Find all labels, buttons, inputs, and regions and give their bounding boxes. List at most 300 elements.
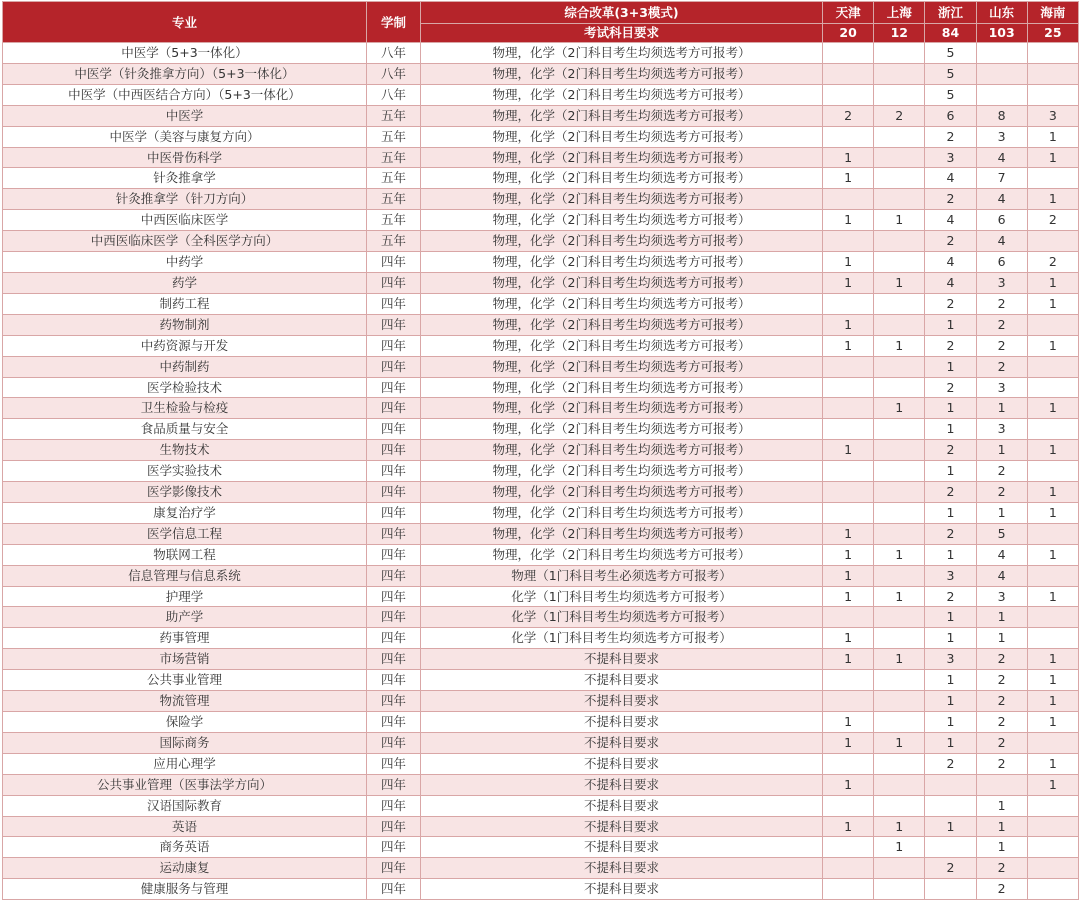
shandong-count: 8 — [976, 105, 1027, 126]
hainan-count: 2 — [1027, 252, 1078, 273]
major-cell: 商务英语 — [3, 837, 367, 858]
major-cell: 药事管理 — [3, 628, 367, 649]
shandong-count: 1 — [976, 502, 1027, 523]
header-province-tianjin: 天津 — [823, 2, 874, 24]
shanghai-count — [874, 147, 925, 168]
shanghai-count — [874, 712, 925, 733]
requirement-cell: 物理，化学（2门科目考生均须选考方可报考） — [421, 43, 823, 64]
table-row — [3, 482, 1079, 503]
shandong-count: 2 — [976, 335, 1027, 356]
tianjin-count — [823, 126, 874, 147]
table-row — [3, 63, 1079, 84]
zhejiang-count: 1 — [925, 544, 976, 565]
table-row — [3, 314, 1079, 335]
shandong-count: 4 — [976, 147, 1027, 168]
zhejiang-count: 2 — [925, 753, 976, 774]
tianjin-count — [823, 43, 874, 64]
major-cell: 市场营销 — [3, 649, 367, 670]
table-row — [3, 502, 1079, 523]
major-cell: 中药资源与开发 — [3, 335, 367, 356]
years-cell: 四年 — [367, 628, 421, 649]
zhejiang-count — [925, 795, 976, 816]
hainan-count: 1 — [1027, 712, 1078, 733]
zhejiang-count: 6 — [925, 105, 976, 126]
tianjin-count: 1 — [823, 168, 874, 189]
shanghai-count — [874, 607, 925, 628]
shandong-count: 3 — [976, 377, 1027, 398]
shandong-count: 1 — [976, 795, 1027, 816]
tianjin-count: 1 — [823, 732, 874, 753]
tianjin-count: 1 — [823, 252, 874, 273]
shandong-count: 2 — [976, 858, 1027, 879]
table-row — [3, 816, 1079, 837]
zhejiang-count: 1 — [925, 461, 976, 482]
shandong-count: 4 — [976, 231, 1027, 252]
table-row — [3, 837, 1079, 858]
shanghai-count — [874, 440, 925, 461]
table-row — [3, 753, 1079, 774]
major-cell: 中医学（中西医结合方向）（5+3一体化） — [3, 84, 367, 105]
major-cell: 医学实验技术 — [3, 461, 367, 482]
table-row — [3, 105, 1079, 126]
shandong-count: 4 — [976, 544, 1027, 565]
zhejiang-count: 3 — [925, 147, 976, 168]
years-cell: 四年 — [367, 649, 421, 670]
tianjin-count — [823, 356, 874, 377]
hainan-count — [1027, 356, 1078, 377]
shandong-count: 3 — [976, 272, 1027, 293]
years-cell: 四年 — [367, 523, 421, 544]
years-cell: 四年 — [367, 272, 421, 293]
zhejiang-count: 1 — [925, 691, 976, 712]
hainan-count: 3 — [1027, 105, 1078, 126]
tianjin-count: 1 — [823, 210, 874, 231]
shanghai-count — [874, 795, 925, 816]
shandong-count: 1 — [976, 398, 1027, 419]
shanghai-count — [874, 753, 925, 774]
zhejiang-count: 2 — [925, 335, 976, 356]
hainan-count — [1027, 461, 1078, 482]
years-cell: 四年 — [367, 440, 421, 461]
tianjin-count: 1 — [823, 523, 874, 544]
years-cell: 四年 — [367, 712, 421, 733]
shanghai-count: 1 — [874, 398, 925, 419]
shandong-count: 2 — [976, 314, 1027, 335]
table-row — [3, 419, 1079, 440]
hainan-count — [1027, 84, 1078, 105]
table-row — [3, 377, 1079, 398]
years-cell: 四年 — [367, 691, 421, 712]
requirement-cell: 物理，化学（2门科目考生均须选考方可报考） — [421, 335, 823, 356]
header-major: 专业 — [3, 2, 367, 43]
shanghai-count: 1 — [874, 816, 925, 837]
shandong-count: 3 — [976, 419, 1027, 440]
shanghai-count — [874, 377, 925, 398]
hainan-count: 1 — [1027, 189, 1078, 210]
shanghai-count: 1 — [874, 544, 925, 565]
table-row — [3, 126, 1079, 147]
major-cell: 针灸推拿学 — [3, 168, 367, 189]
shanghai-count: 1 — [874, 732, 925, 753]
hainan-count — [1027, 879, 1078, 900]
shandong-count — [976, 84, 1027, 105]
requirement-cell: 化学（1门科目考生均须选考方可报考） — [421, 586, 823, 607]
header-total-shanghai: 12 — [874, 24, 925, 43]
zhejiang-count: 1 — [925, 314, 976, 335]
table-row — [3, 356, 1079, 377]
requirement-cell: 物理，化学（2门科目考生均须选考方可报考） — [421, 502, 823, 523]
hainan-count: 1 — [1027, 774, 1078, 795]
hainan-count: 1 — [1027, 670, 1078, 691]
years-cell: 四年 — [367, 544, 421, 565]
table-row — [3, 670, 1079, 691]
shanghai-count — [874, 84, 925, 105]
years-cell: 四年 — [367, 607, 421, 628]
hainan-count — [1027, 231, 1078, 252]
major-cell: 制药工程 — [3, 293, 367, 314]
requirement-cell: 物理，化学（2门科目考生均须选考方可报考） — [421, 482, 823, 503]
table-row — [3, 795, 1079, 816]
header-requirement: 考试科目要求 — [421, 24, 823, 43]
years-cell: 五年 — [367, 168, 421, 189]
shandong-count: 2 — [976, 753, 1027, 774]
tianjin-count — [823, 607, 874, 628]
hainan-count: 1 — [1027, 691, 1078, 712]
hainan-count — [1027, 607, 1078, 628]
shanghai-count — [874, 482, 925, 503]
hainan-count: 1 — [1027, 335, 1078, 356]
zhejiang-count: 1 — [925, 607, 976, 628]
table-row — [3, 628, 1079, 649]
shandong-count: 2 — [976, 879, 1027, 900]
major-cell: 物流管理 — [3, 691, 367, 712]
years-cell: 四年 — [367, 774, 421, 795]
header-total-tianjin: 20 — [823, 24, 874, 43]
requirement-cell: 化学（1门科目考生均须选考方可报考） — [421, 607, 823, 628]
requirement-cell: 物理，化学（2门科目考生均须选考方可报考） — [421, 231, 823, 252]
tianjin-count — [823, 63, 874, 84]
tianjin-count — [823, 670, 874, 691]
years-cell: 四年 — [367, 398, 421, 419]
shandong-count: 2 — [976, 670, 1027, 691]
shandong-count: 2 — [976, 293, 1027, 314]
zhejiang-count: 2 — [925, 231, 976, 252]
tianjin-count — [823, 753, 874, 774]
shanghai-count — [874, 774, 925, 795]
years-cell: 四年 — [367, 461, 421, 482]
shanghai-count — [874, 670, 925, 691]
table-row — [3, 649, 1079, 670]
table-row — [3, 43, 1079, 64]
table-header — [3, 2, 1079, 43]
requirement-cell: 物理，化学（2门科目考生均须选考方可报考） — [421, 168, 823, 189]
major-cell: 中西医临床医学（全科医学方向） — [3, 231, 367, 252]
table-row — [3, 189, 1079, 210]
zhejiang-count: 3 — [925, 565, 976, 586]
zhejiang-count: 4 — [925, 210, 976, 231]
major-cell: 中医骨伤科学 — [3, 147, 367, 168]
major-cell: 药物制剂 — [3, 314, 367, 335]
tianjin-count — [823, 293, 874, 314]
tianjin-count: 2 — [823, 105, 874, 126]
shandong-count: 6 — [976, 210, 1027, 231]
shanghai-count — [874, 168, 925, 189]
table-row — [3, 523, 1079, 544]
table-row — [3, 147, 1079, 168]
requirement-cell: 不提科目要求 — [421, 795, 823, 816]
tianjin-count — [823, 231, 874, 252]
major-cell: 应用心理学 — [3, 753, 367, 774]
shandong-count: 4 — [976, 189, 1027, 210]
major-cell: 针灸推拿学（针刀方向） — [3, 189, 367, 210]
requirement-cell: 物理，化学（2门科目考生均须选考方可报考） — [421, 126, 823, 147]
zhejiang-count: 4 — [925, 168, 976, 189]
shanghai-count — [874, 461, 925, 482]
years-cell: 四年 — [367, 482, 421, 503]
shanghai-count: 2 — [874, 105, 925, 126]
zhejiang-count — [925, 774, 976, 795]
years-cell: 四年 — [367, 377, 421, 398]
enrollment-table — [2, 1, 1079, 900]
hainan-count: 1 — [1027, 398, 1078, 419]
shanghai-count — [874, 419, 925, 440]
zhejiang-count: 2 — [925, 482, 976, 503]
major-cell: 医学检验技术 — [3, 377, 367, 398]
tianjin-count: 1 — [823, 649, 874, 670]
requirement-cell: 物理，化学（2门科目考生均须选考方可报考） — [421, 272, 823, 293]
tianjin-count: 1 — [823, 314, 874, 335]
requirement-cell: 物理，化学（2门科目考生均须选考方可报考） — [421, 293, 823, 314]
hainan-count: 1 — [1027, 272, 1078, 293]
requirement-cell: 物理，化学（2门科目考生均须选考方可报考） — [421, 252, 823, 273]
header-province-zhejiang: 浙江 — [925, 2, 976, 24]
requirement-cell: 不提科目要求 — [421, 879, 823, 900]
years-cell: 五年 — [367, 126, 421, 147]
hainan-count — [1027, 795, 1078, 816]
requirement-cell: 物理，化学（2门科目考生均须选考方可报考） — [421, 440, 823, 461]
zhejiang-count: 1 — [925, 398, 976, 419]
table-row — [3, 461, 1079, 482]
zhejiang-count: 2 — [925, 189, 976, 210]
shanghai-count — [874, 502, 925, 523]
hainan-count: 1 — [1027, 293, 1078, 314]
years-cell: 四年 — [367, 335, 421, 356]
shanghai-count — [874, 691, 925, 712]
shandong-count — [976, 43, 1027, 64]
major-cell: 中西医临床医学 — [3, 210, 367, 231]
zhejiang-count: 5 — [925, 63, 976, 84]
years-cell: 四年 — [367, 502, 421, 523]
table-row — [3, 712, 1079, 733]
major-cell: 卫生检验与检疫 — [3, 398, 367, 419]
zhejiang-count: 1 — [925, 816, 976, 837]
zhejiang-count: 2 — [925, 586, 976, 607]
tianjin-count: 1 — [823, 712, 874, 733]
shanghai-count: 1 — [874, 586, 925, 607]
zhejiang-count — [925, 837, 976, 858]
shanghai-count — [874, 126, 925, 147]
zhejiang-count: 1 — [925, 670, 976, 691]
years-cell: 五年 — [367, 189, 421, 210]
hainan-count: 1 — [1027, 126, 1078, 147]
header-years: 学制 — [367, 2, 421, 43]
tianjin-count — [823, 419, 874, 440]
requirement-cell: 物理，化学（2门科目考生均须选考方可报考） — [421, 147, 823, 168]
header-total-hainan: 25 — [1027, 24, 1078, 43]
hainan-count — [1027, 63, 1078, 84]
hainan-count — [1027, 858, 1078, 879]
table-row — [3, 168, 1079, 189]
years-cell: 四年 — [367, 795, 421, 816]
major-cell: 信息管理与信息系统 — [3, 565, 367, 586]
hainan-count — [1027, 523, 1078, 544]
shandong-count: 1 — [976, 628, 1027, 649]
table-body — [3, 43, 1079, 900]
years-cell: 八年 — [367, 84, 421, 105]
shandong-count: 6 — [976, 252, 1027, 273]
shanghai-count — [874, 565, 925, 586]
hainan-count: 1 — [1027, 440, 1078, 461]
requirement-cell: 物理，化学（2门科目考生均须选考方可报考） — [421, 210, 823, 231]
major-cell: 中医学（5+3一体化） — [3, 43, 367, 64]
hainan-count — [1027, 837, 1078, 858]
shandong-count: 2 — [976, 461, 1027, 482]
tianjin-count: 1 — [823, 586, 874, 607]
table-row — [3, 544, 1079, 565]
tianjin-count: 1 — [823, 628, 874, 649]
hainan-count — [1027, 565, 1078, 586]
major-cell: 助产学 — [3, 607, 367, 628]
shandong-count: 1 — [976, 837, 1027, 858]
tianjin-count: 1 — [823, 565, 874, 586]
table-row — [3, 272, 1079, 293]
shandong-count: 2 — [976, 732, 1027, 753]
hainan-count: 1 — [1027, 482, 1078, 503]
hainan-count: 1 — [1027, 502, 1078, 523]
shandong-count — [976, 63, 1027, 84]
years-cell: 四年 — [367, 565, 421, 586]
shandong-count: 1 — [976, 816, 1027, 837]
shanghai-count — [874, 252, 925, 273]
major-cell: 公共事业管理 — [3, 670, 367, 691]
requirement-cell: 物理，化学（2门科目考生均须选考方可报考） — [421, 356, 823, 377]
tianjin-count: 1 — [823, 147, 874, 168]
zhejiang-count: 1 — [925, 712, 976, 733]
major-cell: 汉语国际教育 — [3, 795, 367, 816]
tianjin-count — [823, 377, 874, 398]
zhejiang-count: 1 — [925, 502, 976, 523]
tianjin-count: 1 — [823, 272, 874, 293]
major-cell: 公共事业管理（医事法学方向） — [3, 774, 367, 795]
table-row — [3, 858, 1079, 879]
zhejiang-count: 2 — [925, 440, 976, 461]
years-cell: 四年 — [367, 732, 421, 753]
years-cell: 四年 — [367, 293, 421, 314]
requirement-cell: 不提科目要求 — [421, 774, 823, 795]
table-row — [3, 440, 1079, 461]
requirement-cell: 物理，化学（2门科目考生均须选考方可报考） — [421, 189, 823, 210]
zhejiang-count: 2 — [925, 293, 976, 314]
major-cell: 国际商务 — [3, 732, 367, 753]
requirement-cell: 不提科目要求 — [421, 816, 823, 837]
table-row — [3, 210, 1079, 231]
shanghai-count: 1 — [874, 335, 925, 356]
years-cell: 五年 — [367, 105, 421, 126]
major-cell: 运动康复 — [3, 858, 367, 879]
shanghai-count — [874, 63, 925, 84]
years-cell: 四年 — [367, 356, 421, 377]
zhejiang-count: 2 — [925, 523, 976, 544]
hainan-count: 2 — [1027, 210, 1078, 231]
shandong-count: 5 — [976, 523, 1027, 544]
header-total-shandong: 103 — [976, 24, 1027, 43]
tianjin-count: 1 — [823, 774, 874, 795]
years-cell: 四年 — [367, 252, 421, 273]
requirement-cell: 不提科目要求 — [421, 732, 823, 753]
table-row — [3, 252, 1079, 273]
requirement-cell: 不提科目要求 — [421, 712, 823, 733]
shanghai-count — [874, 314, 925, 335]
years-cell: 五年 — [367, 147, 421, 168]
shandong-count: 2 — [976, 482, 1027, 503]
table-row — [3, 586, 1079, 607]
shanghai-count: 1 — [874, 272, 925, 293]
years-cell: 四年 — [367, 670, 421, 691]
major-cell: 康复治疗学 — [3, 502, 367, 523]
shandong-count: 1 — [976, 607, 1027, 628]
shandong-count: 7 — [976, 168, 1027, 189]
tianjin-count — [823, 84, 874, 105]
years-cell: 五年 — [367, 231, 421, 252]
major-cell: 中医学 — [3, 105, 367, 126]
tianjin-count — [823, 795, 874, 816]
tianjin-count — [823, 502, 874, 523]
shandong-count: 2 — [976, 649, 1027, 670]
zhejiang-count: 2 — [925, 858, 976, 879]
shandong-count: 2 — [976, 712, 1027, 733]
tianjin-count: 1 — [823, 335, 874, 356]
hainan-count — [1027, 314, 1078, 335]
years-cell: 八年 — [367, 63, 421, 84]
major-cell: 物联网工程 — [3, 544, 367, 565]
header-province-shanghai: 上海 — [874, 2, 925, 24]
shanghai-count — [874, 43, 925, 64]
hainan-count: 1 — [1027, 586, 1078, 607]
zhejiang-count: 5 — [925, 43, 976, 64]
requirement-cell: 物理，化学（2门科目考生均须选考方可报考） — [421, 461, 823, 482]
shanghai-count — [874, 628, 925, 649]
hainan-count — [1027, 732, 1078, 753]
tianjin-count — [823, 189, 874, 210]
hainan-count — [1027, 377, 1078, 398]
requirement-cell: 物理，化学（2门科目考生均须选考方可报考） — [421, 377, 823, 398]
requirement-cell: 物理，化学（2门科目考生均须选考方可报考） — [421, 314, 823, 335]
table-row — [3, 732, 1079, 753]
shandong-count: 2 — [976, 691, 1027, 712]
shanghai-count — [874, 231, 925, 252]
tianjin-count — [823, 461, 874, 482]
years-cell: 四年 — [367, 879, 421, 900]
requirement-cell: 物理，化学（2门科目考生均须选考方可报考） — [421, 84, 823, 105]
shanghai-count: 1 — [874, 837, 925, 858]
major-cell: 中医学（美容与康复方向） — [3, 126, 367, 147]
zhejiang-count: 1 — [925, 628, 976, 649]
years-cell: 八年 — [367, 43, 421, 64]
shanghai-count: 1 — [874, 649, 925, 670]
requirement-cell: 不提科目要求 — [421, 858, 823, 879]
table-row — [3, 879, 1079, 900]
shandong-count: 1 — [976, 440, 1027, 461]
